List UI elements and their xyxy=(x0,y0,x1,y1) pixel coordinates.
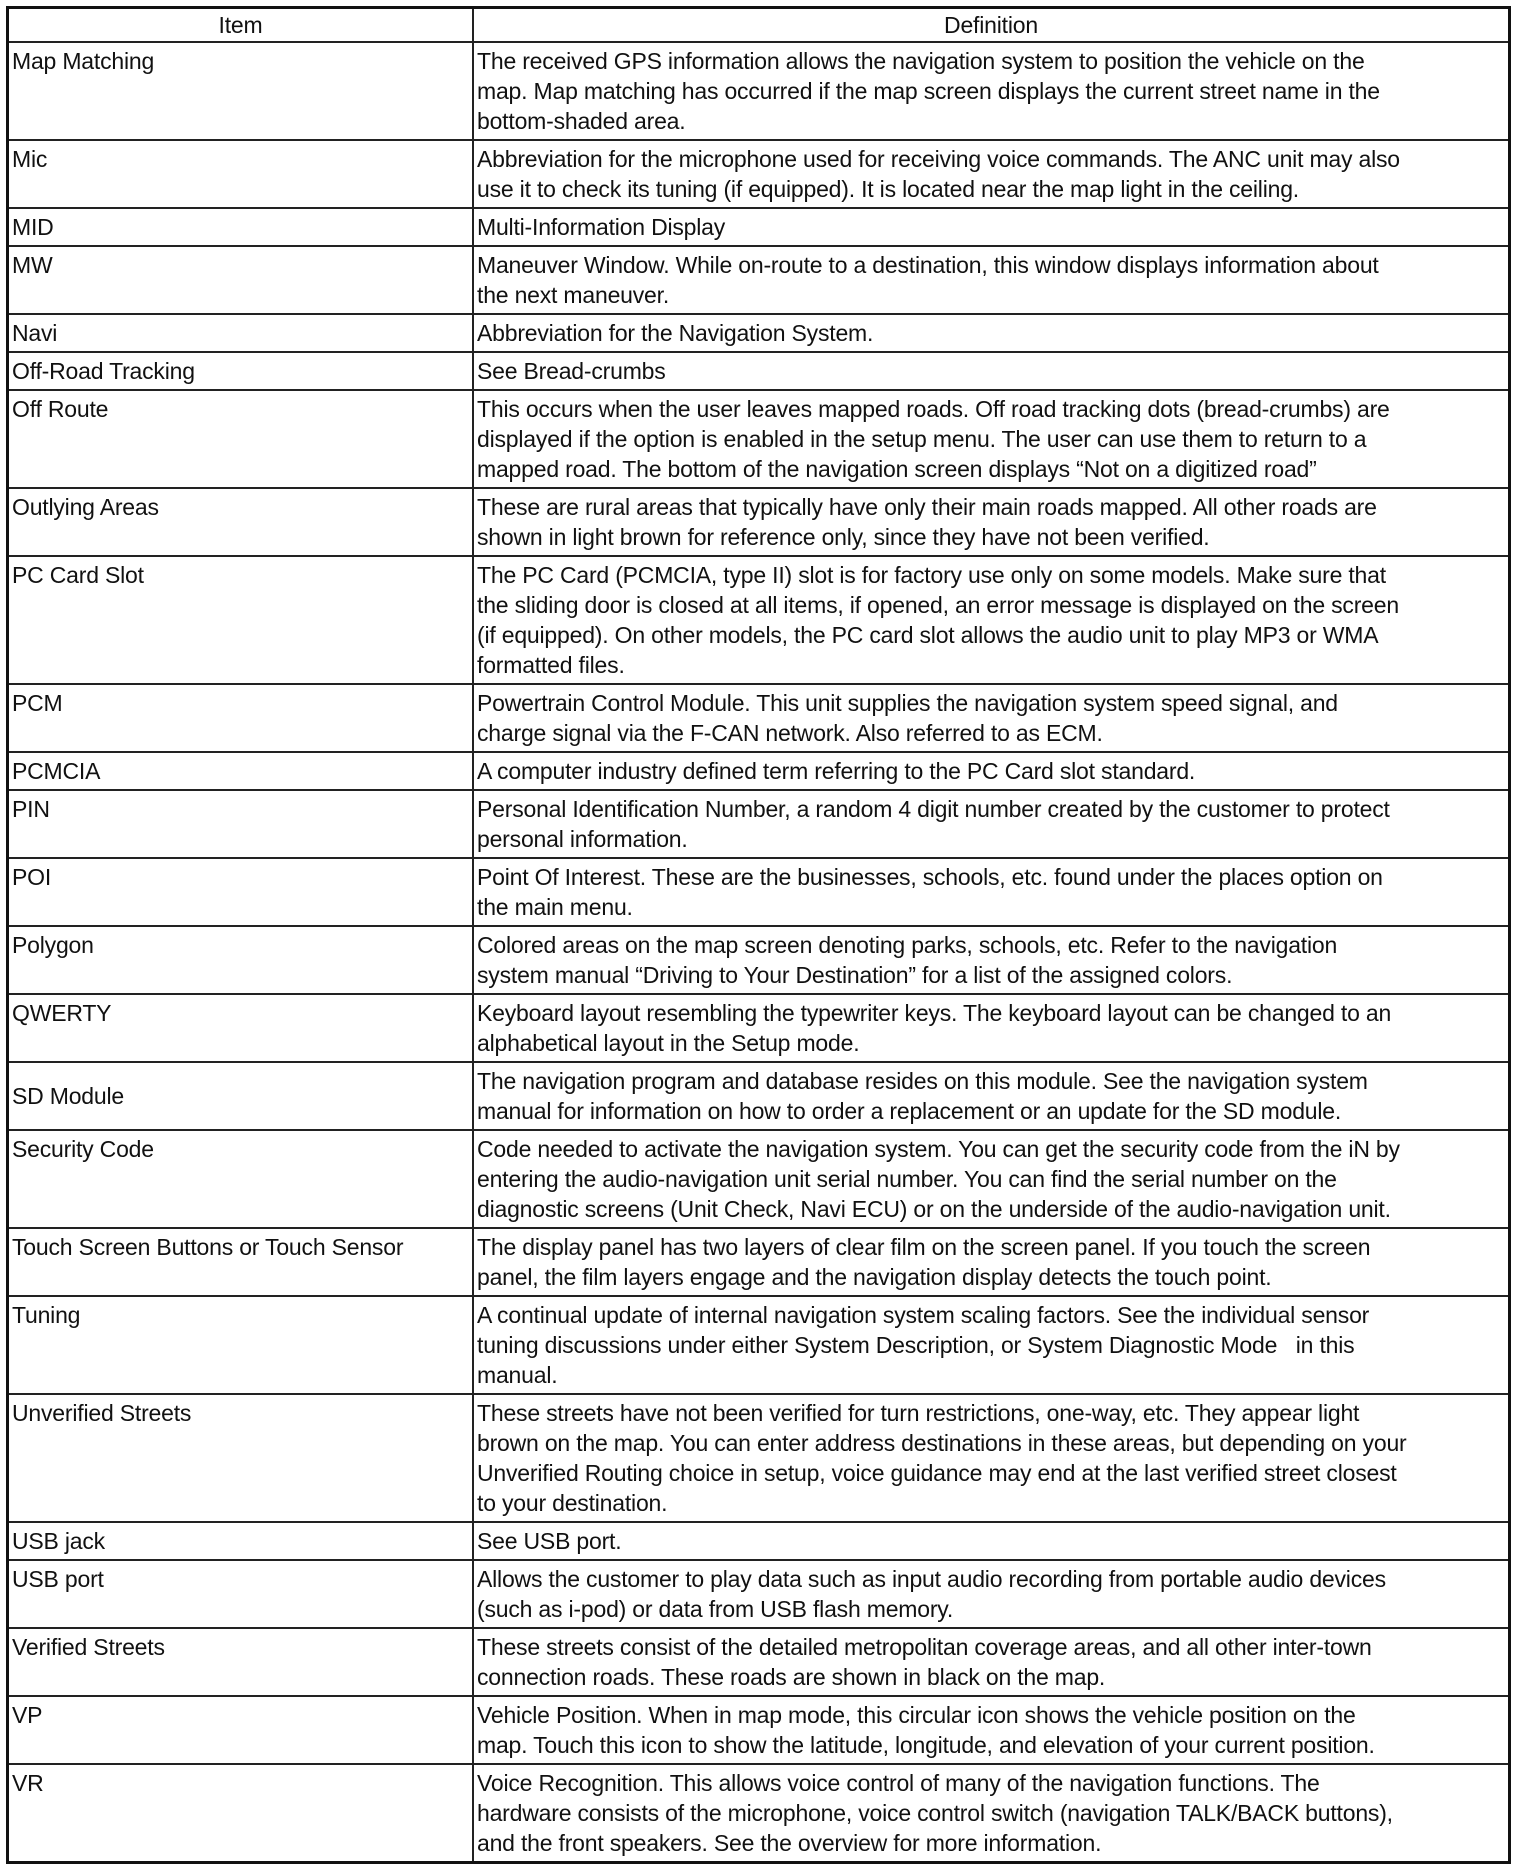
table-row xyxy=(8,1394,1510,1522)
definition-line: Voice Recognition. This allows voice control of many of the navigation functions. The xyxy=(477,1770,1320,1796)
definition-line: These streets have not been verified for turn restrictions, one-way, etc. They appear light xyxy=(477,1400,1360,1426)
definition-line: brown on the map. You can enter address destinations in these areas, but depending on your xyxy=(477,1430,1407,1456)
item-cell: Tuning xyxy=(8,1296,474,1394)
table-row xyxy=(8,684,1510,752)
item-cell: USB port xyxy=(8,1560,474,1628)
definition-cell xyxy=(473,1296,1510,1394)
table-row xyxy=(8,994,1510,1062)
definition-cell xyxy=(473,488,1510,556)
table-row xyxy=(8,314,1510,352)
definition-line: Abbreviation for the Navigation System. xyxy=(477,320,874,346)
definition-cell xyxy=(473,208,1510,246)
item-cell: POI xyxy=(8,858,474,926)
definition-line: hardware consists of the microphone, voice control switch (navigation TALK/BACK buttons), xyxy=(477,1800,1393,1826)
definition-line: Colored areas on the map screen denoting parks, schools, etc. Refer to the navigation xyxy=(477,932,1338,958)
definition-cell xyxy=(473,1394,1510,1522)
table-row xyxy=(8,140,1510,208)
table-row xyxy=(8,858,1510,926)
definition-cell xyxy=(473,1522,1510,1560)
definition-line: Maneuver Window. While on-route to a destination, this window displays information about xyxy=(477,252,1379,278)
item-cell: Map Matching xyxy=(8,42,474,140)
definition-line: connection roads. These roads are shown in black on the map. xyxy=(477,1664,1106,1690)
item-cell: Outlying Areas xyxy=(8,488,474,556)
definition-line: Multi-Information Display xyxy=(477,214,726,240)
definition-cell xyxy=(473,556,1510,684)
definition-line: Abbreviation for the microphone used for receiving voice commands. The ANC unit may also xyxy=(477,146,1400,172)
table-row xyxy=(8,1522,1510,1560)
definition-line: The PC Card (PCMCIA, type II) slot is for factory use only on some models. Make sure that xyxy=(477,562,1386,588)
definition-line: bottom-shaded area. xyxy=(477,108,686,134)
definition-cell xyxy=(473,858,1510,926)
definition-cell xyxy=(473,314,1510,352)
definition-line: the main menu. xyxy=(477,894,633,920)
item-cell: MID xyxy=(8,208,474,246)
definition-line: Allows the customer to play data such as input audio recording from portable audio devices xyxy=(477,1566,1386,1592)
item-cell: PC Card Slot xyxy=(8,556,474,684)
definition-line: map. Touch this icon to show the latitude, longitude, and elevation of your current position. xyxy=(477,1732,1375,1758)
definition-line: shown in light brown for reference only, since they have not been verified. xyxy=(477,524,1210,550)
definition-line: Code needed to activate the navigation system. You can get the security code from the iN by xyxy=(477,1136,1400,1162)
definition-cell xyxy=(473,1696,1510,1764)
definition-line: Vehicle Position. When in map mode, this circular icon shows the vehicle position on the xyxy=(477,1702,1356,1728)
definition-cell xyxy=(473,994,1510,1062)
definition-line: mapped road. The bottom of the navigation screen displays “Not on a digitized road” xyxy=(477,456,1317,482)
definition-cell xyxy=(473,390,1510,488)
item-cell: PCM xyxy=(8,684,474,752)
definition-cell xyxy=(473,926,1510,994)
definition-line: (if equipped). On other models, the PC card slot allows the audio unit to play MP3 or WMA xyxy=(477,622,1379,648)
definition-cell xyxy=(473,752,1510,790)
item-cell: VR xyxy=(8,1764,474,1863)
definition-line: Keyboard layout resembling the typewriter keys. The keyboard layout can be changed to an xyxy=(477,1000,1392,1026)
definition-line: entering the audio-navigation unit serial number. You can find the serial number on the xyxy=(477,1166,1337,1192)
item-cell: MW xyxy=(8,246,474,314)
item-cell: Off Route xyxy=(8,390,474,488)
definition-line: and the front speakers. See the overview for more information. xyxy=(477,1830,1102,1856)
definition-line: Personal Identification Number, a random 4 digit number created by the customer to protect xyxy=(477,796,1390,822)
table-row xyxy=(8,208,1510,246)
definition-line: to your destination. xyxy=(477,1490,668,1516)
item-cell: Verified Streets xyxy=(8,1628,474,1696)
definition-line: the sliding door is closed at all items, if opened, an error message is displayed on the screen xyxy=(477,592,1399,618)
table-row xyxy=(8,1296,1510,1394)
item-cell: Navi xyxy=(8,314,474,352)
item-cell: PCMCIA xyxy=(8,752,474,790)
table-row xyxy=(8,790,1510,858)
item-cell: Touch Screen Buttons or Touch Sensor xyxy=(8,1228,474,1296)
definition-cell xyxy=(473,790,1510,858)
definition-cell xyxy=(473,1560,1510,1628)
definition-line: alphabetical layout in the Setup mode. xyxy=(477,1030,860,1056)
table-row xyxy=(8,246,1510,314)
table-row xyxy=(8,926,1510,994)
item-cell: Mic xyxy=(8,140,474,208)
definition-line: A continual update of internal navigation system scaling factors. See the individual sensor xyxy=(477,1302,1370,1328)
table-row xyxy=(8,42,1510,140)
definition-cell xyxy=(473,1628,1510,1696)
definition-line: charge signal via the F-CAN network. Also referred to as ECM. xyxy=(477,720,1103,746)
definition-line: personal information. xyxy=(477,826,688,852)
definition-line: tuning discussions under either System Description, or System Diagnostic Mode in this xyxy=(477,1332,1355,1358)
definition-line: manual for information on how to order a replacement or an update for the SD module. xyxy=(477,1098,1342,1124)
table-row xyxy=(8,1130,1510,1228)
item-cell: PIN xyxy=(8,790,474,858)
item-cell: VP xyxy=(8,1696,474,1764)
definition-line: map. Map matching has occurred if the map screen displays the current street name in the xyxy=(477,78,1380,104)
table-row xyxy=(8,752,1510,790)
item-cell: Unverified Streets xyxy=(8,1394,474,1522)
item-cell: Polygon xyxy=(8,926,474,994)
definition-line: A computer industry defined term referring to the PC Card slot standard. xyxy=(477,758,1196,784)
item-cell: Off-Road Tracking xyxy=(8,352,474,390)
glossary-table xyxy=(6,6,1511,1864)
definition-line: See USB port. xyxy=(477,1528,622,1554)
table-row xyxy=(8,352,1510,390)
definition-cell xyxy=(473,1228,1510,1296)
item-cell: USB jack xyxy=(8,1522,474,1560)
definition-line: The received GPS information allows the navigation system to position the vehicle on the xyxy=(477,48,1365,74)
definition-line: Unverified Routing choice in setup, voice guidance may end at the last verified street closest xyxy=(477,1460,1397,1486)
header-row xyxy=(8,8,1510,43)
definition-cell xyxy=(473,352,1510,390)
table-row xyxy=(8,1628,1510,1696)
table-row xyxy=(8,1062,1510,1130)
table-row xyxy=(8,1560,1510,1628)
definition-line: (such as i-pod) or data from USB flash memory. xyxy=(477,1596,954,1622)
table-body xyxy=(8,42,1510,1863)
definition-line: the next maneuver. xyxy=(477,282,670,308)
definition-cell xyxy=(473,1062,1510,1130)
definition-line: system manual “Driving to Your Destination” for a list of the assigned colors. xyxy=(477,962,1233,988)
definition-line: diagnostic screens (Unit Check, Navi ECU) or on the underside of the audio-navigation unit. xyxy=(477,1196,1391,1222)
table-row xyxy=(8,556,1510,684)
definition-line: These streets consist of the detailed metropolitan coverage areas, and all other inter-town xyxy=(477,1634,1372,1660)
definition-line: panel, the film layers engage and the navigation display detects the touch point. xyxy=(477,1264,1272,1290)
definition-line: Point Of Interest. These are the businesses, schools, etc. found under the places option on xyxy=(477,864,1383,890)
column-header-item: Item xyxy=(8,8,474,43)
table-row xyxy=(8,1228,1510,1296)
definition-line: manual. xyxy=(477,1362,558,1388)
definition-line: displayed if the option is enabled in the setup menu. The user can use them to return to a xyxy=(477,426,1367,452)
table-row xyxy=(8,1764,1510,1863)
definition-line: use it to check its tuning (if equipped). It is located near the map light in the ceiling. xyxy=(477,176,1299,202)
definition-line: This occurs when the user leaves mapped roads. Off road tracking dots (bread-crumbs) are xyxy=(477,396,1390,422)
definition-line: Powertrain Control Module. This unit supplies the navigation system speed signal, and xyxy=(477,690,1338,716)
definition-cell xyxy=(473,42,1510,140)
definition-line: formatted files. xyxy=(477,652,625,678)
definition-cell xyxy=(473,246,1510,314)
table-row xyxy=(8,390,1510,488)
definition-cell xyxy=(473,1130,1510,1228)
definition-cell xyxy=(473,684,1510,752)
definition-line: The navigation program and database resides on this module. See the navigation system xyxy=(477,1068,1368,1094)
definition-line: These are rural areas that typically have only their main roads mapped. All other roads are xyxy=(477,494,1377,520)
table-row xyxy=(8,1696,1510,1764)
definition-line: The display panel has two layers of clear film on the screen panel. If you touch the screen xyxy=(477,1234,1371,1260)
column-header-definition: Definition xyxy=(473,8,1510,43)
item-cell: Security Code xyxy=(8,1130,474,1228)
definition-cell xyxy=(473,1764,1510,1863)
table-row xyxy=(8,488,1510,556)
definition-cell xyxy=(473,140,1510,208)
definition-line: See Bread-crumbs xyxy=(477,358,666,384)
item-cell: QWERTY xyxy=(8,994,474,1062)
item-cell: SD Module xyxy=(8,1062,474,1130)
